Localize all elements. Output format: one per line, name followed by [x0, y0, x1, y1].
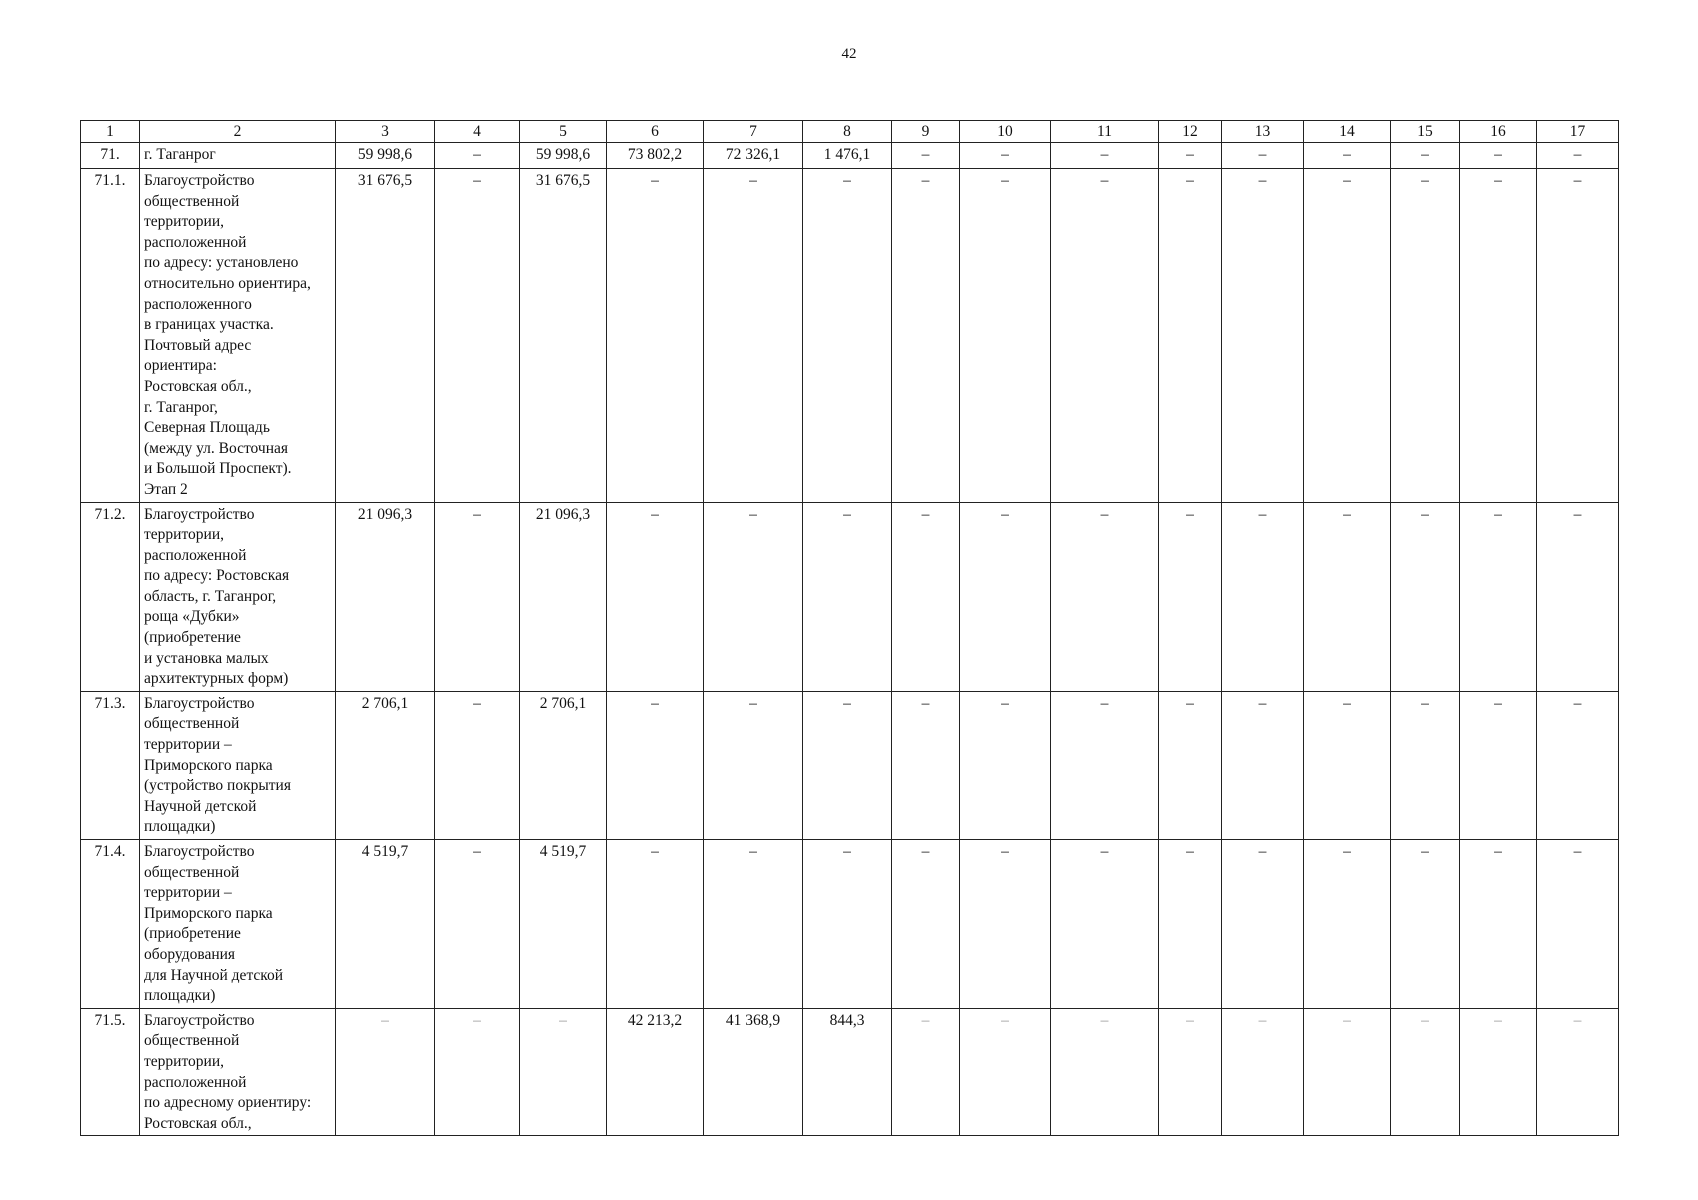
value-cell: –: [1391, 502, 1460, 691]
value-cell: –: [1222, 1008, 1304, 1136]
table-row: [81, 691, 1619, 839]
value-cell: –: [1304, 1008, 1391, 1136]
value-cell: –: [1460, 502, 1537, 691]
value-cell: 59 998,6: [520, 143, 607, 169]
value-cell: –: [1460, 840, 1537, 1009]
value-cell: –: [1051, 1008, 1159, 1136]
value-cell: –: [1159, 502, 1222, 691]
value-cell: –: [1159, 691, 1222, 839]
value-cell: –: [1391, 143, 1460, 169]
value-cell: –: [1460, 691, 1537, 839]
value-cell: –: [960, 143, 1051, 169]
budget-table: [80, 120, 1619, 1136]
value-cell: –: [1304, 143, 1391, 169]
row-number-cell: 71.3.: [81, 691, 140, 839]
value-cell: 844,3: [803, 1008, 892, 1136]
column-number-header: 1: [81, 121, 140, 143]
value-cell: –: [435, 143, 520, 169]
object-name-line: Благоустройство: [144, 694, 255, 712]
value-cell: –: [607, 840, 704, 1009]
object-name-line: оборудования: [144, 945, 236, 963]
value-cell: –: [435, 502, 520, 691]
value-cell: –: [960, 169, 1051, 503]
value-cell: –: [704, 691, 803, 839]
value-cell: –: [1391, 691, 1460, 839]
value-cell: –: [704, 840, 803, 1009]
object-name-line: и Большой Проспект).: [144, 460, 292, 478]
object-name-line: по адресу: Ростовская: [144, 567, 290, 585]
value-cell: –: [1051, 840, 1159, 1009]
object-name-line: архитектурных форм): [144, 670, 289, 688]
value-cell: –: [892, 840, 960, 1009]
object-name-line: Приморского парка: [144, 904, 273, 922]
value-cell: –: [1222, 169, 1304, 503]
object-name-cell: [140, 143, 336, 169]
value-cell: –: [892, 502, 960, 691]
value-cell: 21 096,3: [520, 502, 607, 691]
object-name-cell: [140, 169, 336, 503]
value-cell: –: [892, 169, 960, 503]
object-name-line: Благоустройство: [144, 843, 255, 860]
value-cell: –: [1537, 691, 1619, 839]
object-name-line: территории,: [144, 1052, 224, 1070]
object-name-line: г. Таганрог: [144, 146, 216, 163]
value-cell: 72 326,1: [704, 143, 803, 169]
value-cell: –: [1304, 691, 1391, 839]
column-number-header: 9: [892, 121, 960, 143]
row-number-cell: 71.5.: [81, 1008, 140, 1136]
value-cell: –: [892, 143, 960, 169]
column-number-row: [81, 121, 1619, 143]
value-cell: –: [1460, 169, 1537, 503]
object-name-line: площадки): [144, 987, 216, 1005]
table-row: [81, 169, 1619, 503]
object-name-line: Северная Площадь: [144, 419, 270, 437]
table-row: [81, 1008, 1619, 1136]
page-number: 42: [841, 46, 857, 62]
object-name-line: (между ул. Восточная: [144, 439, 288, 457]
object-name-line: Этап 2: [144, 480, 188, 498]
object-name-cell: [140, 691, 336, 839]
value-cell: –: [435, 1008, 520, 1136]
object-name-line: расположенной: [144, 546, 247, 564]
value-cell: –: [1460, 143, 1537, 169]
column-number-header: 5: [520, 121, 607, 143]
table-row: [81, 502, 1619, 691]
value-cell: 42 213,2: [607, 1008, 704, 1136]
column-number-header: 7: [704, 121, 803, 143]
value-cell: –: [1222, 143, 1304, 169]
object-name-line: (приобретение: [144, 925, 241, 943]
value-cell: –: [1304, 840, 1391, 1009]
row-number-cell: 71.: [81, 143, 140, 169]
value-cell: –: [1159, 169, 1222, 503]
object-name-line: расположенного: [144, 295, 252, 313]
value-cell: –: [1537, 169, 1619, 503]
value-cell: –: [607, 691, 704, 839]
value-cell: –: [1051, 502, 1159, 691]
object-name-line: Научной детской: [144, 797, 257, 815]
value-cell: 21 096,3: [336, 502, 435, 691]
row-number-cell: 71.4.: [81, 840, 140, 1009]
value-cell: –: [892, 1008, 960, 1136]
object-name-line: общественной: [144, 1032, 240, 1050]
value-cell: –: [1537, 502, 1619, 691]
value-cell: –: [960, 691, 1051, 839]
object-name-cell: [140, 840, 336, 1009]
object-name-line: общественной: [144, 715, 240, 733]
object-name-cell: [140, 502, 336, 691]
value-cell: 4 519,7: [336, 840, 435, 1009]
column-number-header: 17: [1537, 121, 1619, 143]
column-number-header: 13: [1222, 121, 1304, 143]
value-cell: –: [1159, 840, 1222, 1009]
object-name-line: Ростовская обл.,: [144, 1114, 252, 1132]
object-name-line: территории,: [144, 526, 224, 544]
value-cell: –: [892, 691, 960, 839]
column-number-header: 8: [803, 121, 892, 143]
value-cell: –: [1222, 691, 1304, 839]
object-name-line: г. Таганрог,: [144, 398, 218, 416]
value-cell: –: [607, 502, 704, 691]
object-name-line: расположенной: [144, 1073, 247, 1091]
object-name-line: площадки): [144, 818, 216, 836]
column-number-header: 12: [1159, 121, 1222, 143]
column-number-header: 2: [140, 121, 336, 143]
value-cell: –: [1159, 143, 1222, 169]
value-cell: –: [1051, 143, 1159, 169]
value-cell: –: [1051, 691, 1159, 839]
value-cell: –: [704, 502, 803, 691]
column-number-header: 16: [1460, 121, 1537, 143]
value-cell: 73 802,2: [607, 143, 704, 169]
column-number-header: 15: [1391, 121, 1460, 143]
value-cell: 59 998,6: [336, 143, 435, 169]
value-cell: –: [1460, 1008, 1537, 1136]
table-row: [81, 840, 1619, 1009]
object-name-line: ориентира:: [144, 357, 217, 375]
value-cell: –: [435, 840, 520, 1009]
value-cell: –: [1537, 143, 1619, 169]
object-name-line: в границах участка.: [144, 316, 274, 334]
value-cell: 31 676,5: [336, 169, 435, 503]
object-name-line: общественной: [144, 863, 240, 881]
object-name-line: Благоустройство: [144, 505, 255, 523]
object-name-line: (приобретение: [144, 629, 241, 647]
column-number-header: 11: [1051, 121, 1159, 143]
column-number-header: 10: [960, 121, 1051, 143]
object-name-line: и установка малых: [144, 649, 269, 667]
object-name-line: относительно ориентира,: [144, 274, 311, 292]
value-cell: –: [1051, 169, 1159, 503]
column-number-header: 3: [336, 121, 435, 143]
object-name-line: область, г. Таганрог,: [144, 587, 277, 605]
object-name-line: Почтовый адрес: [144, 336, 252, 354]
value-cell: 31 676,5: [520, 169, 607, 503]
row-number-cell: 71.2.: [81, 502, 140, 691]
value-cell: –: [1391, 1008, 1460, 1136]
value-cell: –: [607, 169, 704, 503]
value-cell: –: [803, 840, 892, 1009]
value-cell: –: [1391, 169, 1460, 503]
value-cell: –: [1304, 169, 1391, 503]
object-name-line: для Научной детской: [144, 966, 284, 984]
value-cell: –: [1537, 1008, 1619, 1136]
value-cell: –: [803, 691, 892, 839]
object-name-line: (устройство покрытия: [144, 777, 291, 795]
object-name-line: по адресу: установлено: [144, 254, 299, 272]
column-number-header: 4: [435, 121, 520, 143]
object-name-line: общественной: [144, 192, 240, 210]
object-name-line: расположенной: [144, 233, 247, 251]
value-cell: –: [435, 691, 520, 839]
value-cell: –: [1391, 840, 1460, 1009]
value-cell: –: [1537, 840, 1619, 1009]
value-cell: –: [803, 169, 892, 503]
column-number-header: 14: [1304, 121, 1391, 143]
value-cell: –: [960, 1008, 1051, 1136]
value-cell: –: [704, 169, 803, 503]
row-number-cell: 71.1.: [81, 169, 140, 503]
value-cell: –: [1222, 502, 1304, 691]
value-cell: –: [1222, 840, 1304, 1009]
value-cell: 41 368,9: [704, 1008, 803, 1136]
value-cell: 4 519,7: [520, 840, 607, 1009]
value-cell: 2 706,1: [520, 691, 607, 839]
object-name-line: по адресному ориентиру:: [144, 1094, 312, 1112]
object-name-line: территории,: [144, 213, 224, 231]
value-cell: –: [803, 502, 892, 691]
value-cell: –: [336, 1008, 435, 1136]
object-name-line: роща «Дубки»: [144, 608, 240, 626]
value-cell: 2 706,1: [336, 691, 435, 839]
value-cell: –: [960, 840, 1051, 1009]
object-name-line: Благоустройство: [144, 1011, 255, 1029]
table-row: [81, 143, 1619, 169]
object-name-line: Благоустройство: [144, 172, 255, 189]
object-name-line: территории –: [144, 884, 232, 902]
value-cell: 1 476,1: [803, 143, 892, 169]
object-name-line: Ростовская обл.,: [144, 377, 252, 395]
value-cell: –: [435, 169, 520, 503]
object-name-cell: [140, 1008, 336, 1136]
column-number-header: 6: [607, 121, 704, 143]
object-name-line: Приморского парка: [144, 756, 273, 774]
value-cell: –: [520, 1008, 607, 1136]
value-cell: –: [1304, 502, 1391, 691]
value-cell: –: [1159, 1008, 1222, 1136]
value-cell: –: [960, 502, 1051, 691]
object-name-line: территории –: [144, 736, 232, 754]
